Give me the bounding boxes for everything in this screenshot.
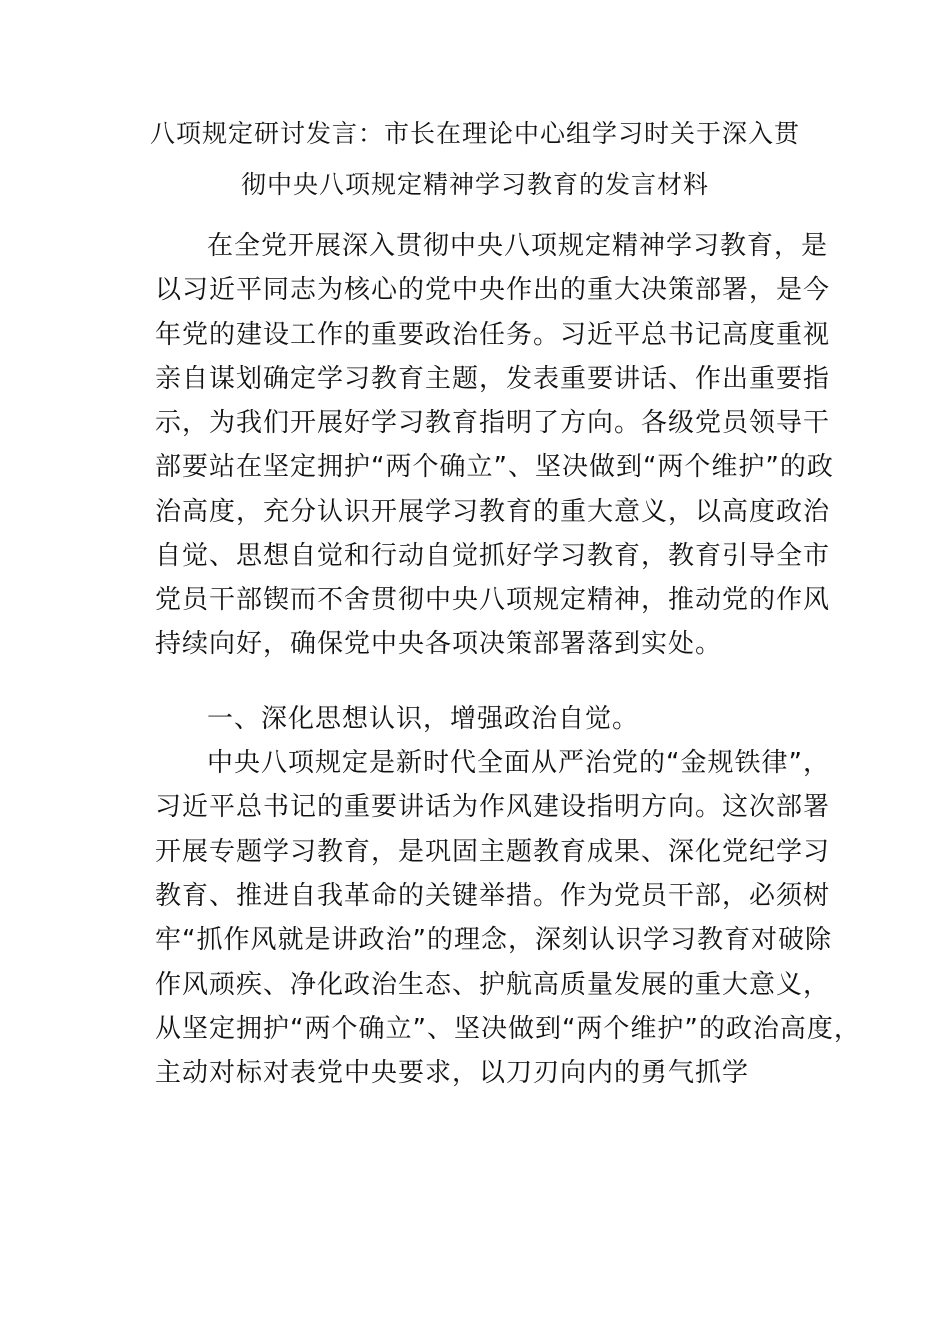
paragraph-1-line-7: 治高度，充分认识开展学习教育的重大意义，以高度政治 [155, 497, 831, 527]
paragraph-1-line-3: 年党的建设工作的重要政治任务。习近平总书记高度重视 [155, 320, 831, 350]
paragraph-1-line-5: 示，为我们开展好学习教育指明了方向。各级党员领导干 [155, 408, 831, 438]
paragraph-2-line-2: 习近平总书记的重要讲话为作风建设指明方向。这次部署 [155, 792, 831, 822]
paragraph-2-line-4: 教育、推进自我革命的关键举措。作为党员干部，必须树 [155, 881, 831, 911]
paragraph-1-line-10: 持续向好，确保党中央各项决策部署落到实处。 [155, 629, 723, 659]
paragraph-1-line-4: 亲自谋划确定学习教育主题，发表重要讲话、作出重要指 [155, 364, 831, 394]
paragraph-2-line-8: 主动对标对表党中央要求，以刀刃向内的勇气抓学 [155, 1058, 750, 1088]
paragraph-2-line-7: 从坚定拥护“两个确立”、坚决做到“两个维护”的政治高度， [155, 1014, 861, 1044]
document-title-line-2: 彻中央八项规定精神学习教育的发言材料 [240, 170, 709, 199]
paragraph-1-line-6: 部要站在坚定拥护“两个确立”、坚决做到“两个维护”的政 [155, 452, 834, 482]
paragraph-2-line-1: 中央八项规定是新时代全面从严治党的“金规铁律”， [207, 748, 830, 778]
paragraph-2-line-6: 作风顽疾、净化政治生态、护航高质量发展的重大意义， [155, 970, 831, 1000]
paragraph-1-line-9: 党员干部锲而不舍贯彻中央八项规定精神，推动党的作风 [155, 585, 831, 615]
paragraph-2-line-3: 开展专题学习教育，是巩固主题教育成果、深化党纪学习 [155, 837, 831, 867]
paragraph-1-line-1: 在全党开展深入贯彻中央八项规定精神学习教育，是 [207, 231, 829, 261]
paragraph-1-line-8: 自觉、思想自觉和行动自觉抓好学习教育，教育引导全市 [155, 541, 831, 571]
document-title-line-1: 八项规定研讨发言：市长在理论中心组学习时关于深入贯 [150, 119, 801, 148]
paragraph-1-line-2: 以习近平同志为核心的党中央作出的重大决策部署，是今 [155, 275, 831, 305]
paragraph-2-line-5: 牢“抓作风就是讲政治”的理念，深刻认识学习教育对破除 [155, 925, 832, 955]
section-1-heading: 一、深化思想认识，增强政治自觉。 [207, 704, 640, 734]
